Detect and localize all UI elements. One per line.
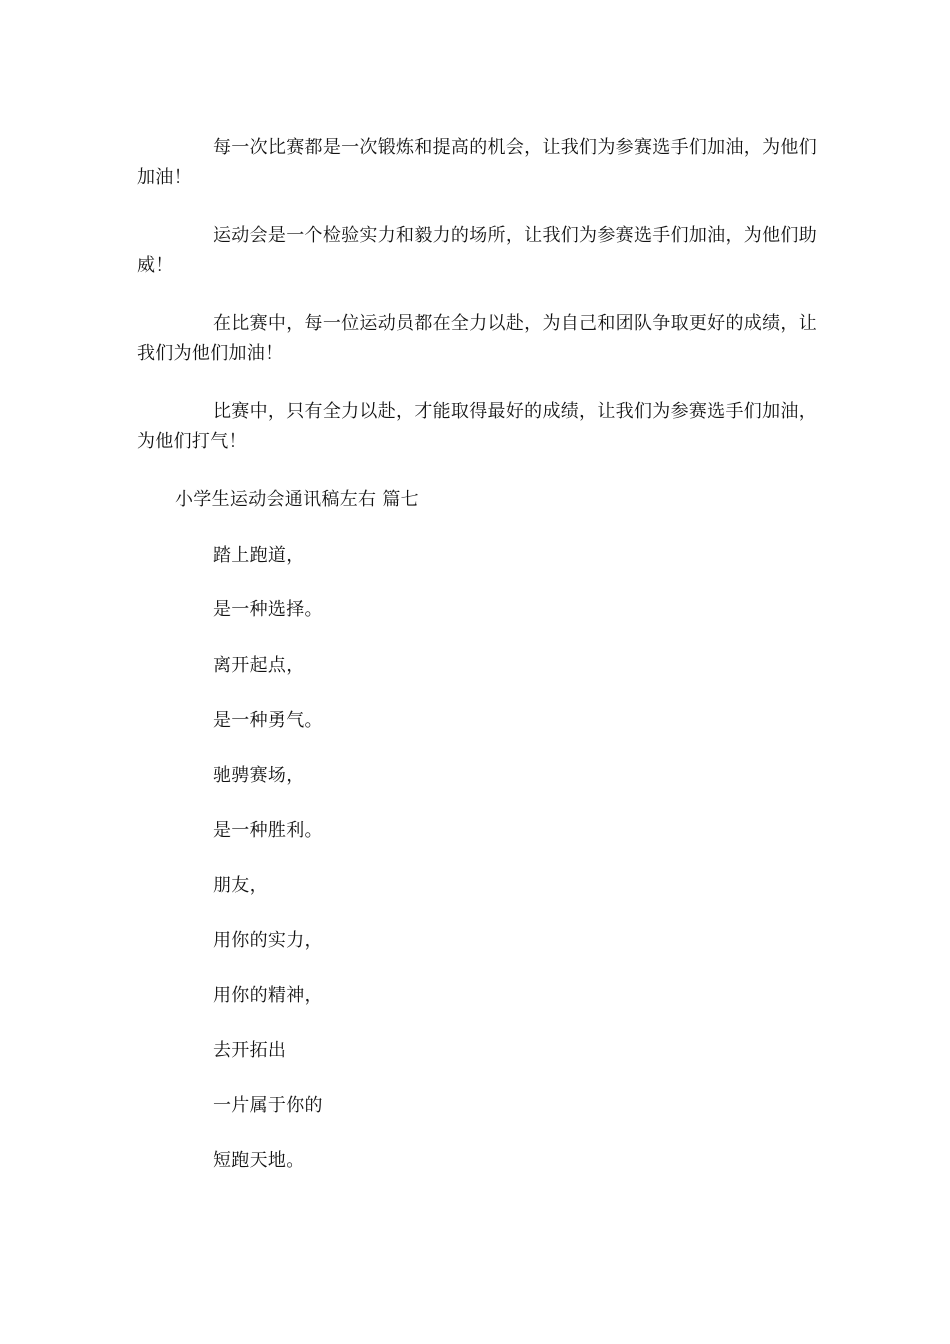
poem-line: 是一种胜利。 [213,820,323,841]
poem-line: 是一种选择。 [213,599,323,620]
poem-line: 去开拓出 [213,1040,287,1061]
poem-line: 用你的实力， [213,930,323,951]
paragraph-3: 在比赛中，每一位运动员都在全力以赴，为自己和团队争取更好的成绩，让我们为他们加油！ [137,313,817,364]
paragraph-4: 比赛中，只有全力以赴，才能取得最好的成绩，让我们为参赛选手们加油，为他们打气！ [137,401,817,452]
paragraph-1: 每一次比赛都是一次锻炼和提高的机会，让我们为参赛选手们加油，为他们加油！ [137,137,817,188]
poem-line: 用你的精神， [213,985,323,1006]
poem-line: 短跑天地。 [213,1150,305,1171]
poem-line: 驰骋赛场， [213,765,305,786]
poem-line: 是一种勇气。 [213,710,323,731]
paragraph-2: 运动会是一个检验实力和毅力的场所，让我们为参赛选手们加油，为他们助威！ [137,225,817,276]
poem-line: 朋友， [213,875,268,896]
poem-line: 一片属于你的 [213,1095,323,1116]
poem-line: 踏上跑道， [213,545,305,566]
poem-line: 离开起点， [213,655,305,676]
section-heading: 小学生运动会通讯稿左右 篇七 [175,489,419,510]
